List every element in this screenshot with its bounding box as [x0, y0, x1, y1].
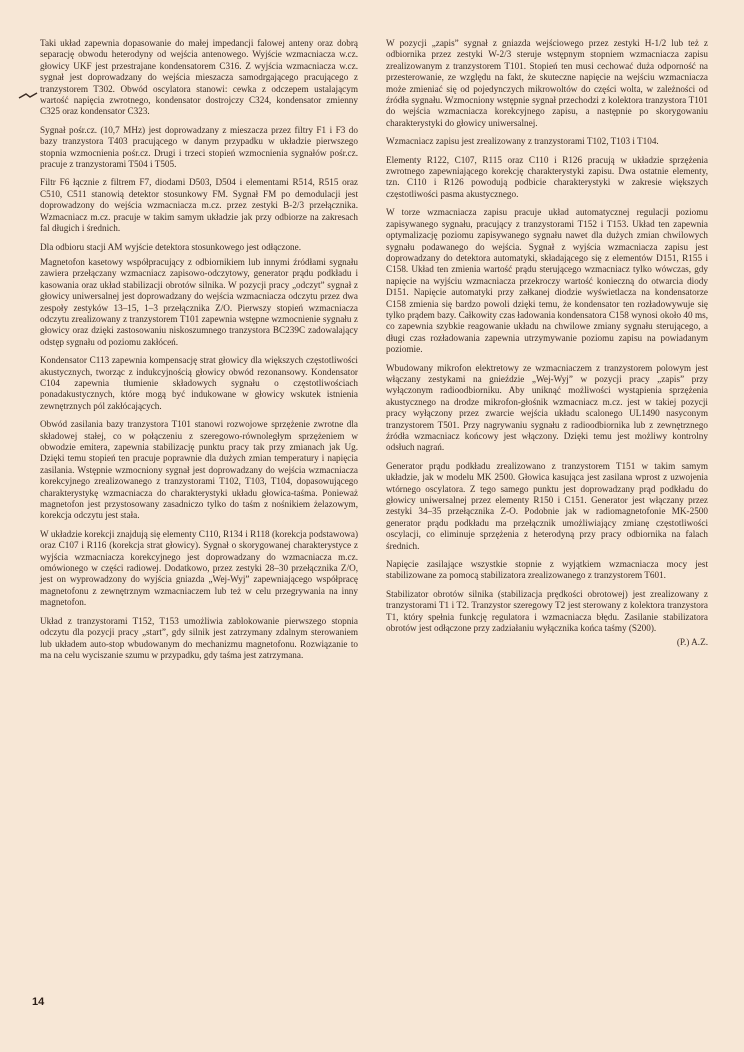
paragraph: Kondensator C113 zapewnia kompensację strat głowicy dla większych częstotliwości akustycznych, tworząc z indukcyjnością głowicy obwód rezonansowy. Kondensator C104 zapewnia tłumienie składowych sygnału o częstotliwościach ponadakustycznych, które mogą być indukowane w głowicy wskutek istnienia zewnętrznych pól zakłócających. — [40, 355, 358, 411]
paragraph: Sygnał pośr.cz. (10,7 MHz) jest doprowadzany z mieszacza przez filtry F1 i F3 do bazy tranzystora T403 pracującego w danym przypadku w układzie pierwszego stopnia wzmocnienia pośr.cz. Drugi i trzeci stopień wzmocnienia sygnałów pośr.cz. pracuje z tranzystorami T504 i T505. — [40, 124, 358, 170]
paragraph: W pozycji „zapis” sygnał z gniazda wejściowego przez zestyki H-1/2 lub też z odbiornika przez zestyki W-2/3 steruje wstępnym stopniem wzmacniacza zapisu zrealizowanym z tranzystorem T101. Stopień ten musi cechować duża odporność na przesterowanie, ze względu na fakt, że skuteczne napięcie na wejściu wzmacniacza może zmieniać się od pojedynczych mikrowoltów do części wolta, w zależności od źródła sygnału. Wzmocniony wstępnie sygnał przechodzi z kolektora tranzystora T101 do wejścia wzmacniacza korekcyjnego zapisu, a następnie po skorygowaniu charakterystyki do głowicy uniwersalnej. — [386, 38, 708, 128]
paragraph: Magnetofon kasetowy współpracujący z odbiornikiem lub innymi źródłami sygnału zawiera przełączany wzmacniacz zapisowo-odczytowy, generator prądu podkładu i kasowania oraz układ stabilizacji obrotów silnika. W pozycji pracy „odczyt” sygnał z głowicy uniwersalnej jest doprowadzany do wejścia wzmacniacza odczytu przez dwa zespoły zestyków 13–15, 1–3 przełącznika Z/O. Pierwszy stopień wzmacniacza odczytu zrealizowany z tranzystorem T101 zapewnia wstępne wzmocnienie sygnału z głowicy oraz dzięki zastosowaniu niskoszumnego tranzystora BC239C zadowalający odstęp sygnału od poziomu zakłóceń. — [40, 256, 358, 347]
paragraph: Stabilizator obrotów silnika (stabilizacja prędkości obrotowej) jest zrealizowany z tranzystorami T1 i T2. Tranzystor szeregowy T2 jest sterowany z kolektora tranzystora T1, który spełnia funkcję regulatora i wzmacniacza błędu. Zasilanie stabilizatora obrotów jest odłączone przy zadziałaniu wyłącznika końca taśmy (S200). — [386, 588, 708, 634]
paragraph: Taki układ zapewnia dopasowanie do małej impedancji falowej anteny oraz dobrą separację obwodu heterodyny od wejścia antenowego. Wyjście wzmacniacza w.cz. głowicy UKF jest przestrajane kondensatorem C316. Z wyjścia wzmacniacza w.cz. sygnał jest doprowadzany do wejścia mieszacza samodrgającego pracującego z tranzystorem T302. Obwód oscylatora stanowi: cewka z odczepem ustalającym wartość napięcia zwrotnego, kondensator dostrojczy C324, kondensator zmienny C325 oraz kondensator C323. — [40, 38, 358, 117]
paragraph: W układzie korekcji znajdują się elementy C110, R134 i R118 (korekcja podstawowa) oraz C107 i R116 (korekcja strat głowicy). Sygnał o skorygowanej charakterystyce z wyjścia wzmacniacza korekcyjnego jest doprowadzany do wzmacniacza m.cz. omówionego w części radiowej. Dodatkowo, przez zestyki 28–30 przełącznika Z/O, jest on wyprowadzony do wyjścia gniazda „Wej-Wyj” zapewniającego współpracę magnetofonu z zewnętrznym wzmacniaczem lub też w celu przegrywania na inny magnetofon. — [40, 528, 358, 608]
paragraph: Napięcie zasilające wszystkie stopnie z wyjątkiem wzmacniacza mocy jest stabilizowane za pomocą stabilizatora zrealizowanego z tranzystorem T601. — [386, 559, 708, 581]
page-number: 14 — [32, 996, 45, 1008]
paragraph: Układ z tranzystorami T152, T153 umożliwia zablokowanie pierwszego stopnia odczytu dla pozycji pracy „start”, gdy silnik jest zatrzymany zdalnym sterowaniem lub układem auto-stop wbudowanym do mechanizmu magnetofonu. Rozwiązanie to ma na celu wyciszanie szumu w przypadku, gdy taśma jest zatrzymana. — [40, 615, 358, 660]
paragraph: Obwód zasilania bazy tranzystora T101 stanowi rozwojowe sprzężenie zwrotne dla składowej stałej, co w połączeniu z szeregowo-równoległym sprzężeniem w obwodzie emitera, zapewnia stabilizację punktu pracy tak przy zmianach jak Ug. Dzięki temu stopień ten pracuje poprawnie dla dużych zmian temperatury i napięcia zasilania. Wstępnie wzmocniony sygnał jest doprowadzany do wejścia wzmacniacza korekcyjnego zrealizowanego z tranzystorami T102, T103, T104, dopasowującego charakterystykę wzmacniacza do charakterystyki układu głowica-taśma. Ponieważ magnetofon jest przystosowany zasadniczo tylko do taśm z nośnikiem żelazowym, korekcja odczytu jest stała. — [40, 419, 358, 521]
paragraph: Filtr F6 łącznie z filtrem F7, diodami D503, D504 i elementami R514, R515 oraz C510, C511 stanowią detektor stosunkowy FM. Sygnał FM po demodulacji jest doprowadzony do wejścia wzmacniacza m.cz. przez zestyki B-2/3 przełącznika. Wzmacniacz m.cz. pracuje w takim samym układzie jak przy odbiorze na zakresach fal długich i średnich. — [40, 177, 358, 234]
paragraph: Wzmacniacz zapisu jest zrealizowany z tranzystorami T102, T103 i T104. — [386, 136, 659, 147]
right-column — [386, 38, 708, 648]
paragraph: Elementy R122, C107, R115 oraz C110 i R126 pracują w układzie sprzężenia zwrotnego zapewniającego korekcję charakterystyki zapisu. Dwa ostatnie elementy, tzn. C110 i R126 powodują podbicie charakterystyki w zakresie większych częstotliwości pasma akustycznego. — [386, 154, 708, 199]
pen-mark-icon — [18, 92, 38, 100]
paragraph: Dla odbioru stacji AM wyjście detektora stosunkowego jest odłączone. — [40, 241, 302, 252]
paragraph: Wbudowany mikrofon elektretowy ze wzmacniaczem z tranzystorem polowym jest włączany zestykami na gnieździe „Wej-Wyj” w pozycji pracy „zapis” przy wyłączonym radioodbiorniku. Aby uniknąć możliwości wystąpienia sprzężenia akustycznego na drodze mikrofon-głośnik wzmacniacz m.cz. jest w takiej pozycji pracy wyłączony przez zwarcie wejścia układu scalonego UL1490 nasyconym tranzystorem T501. Przy nagrywaniu sygnału z radioodbiornika lub z zewnętrznego źródła wzmacniacz końcowy jest włączony. Dzięki temu jest możliwy kontrolny odsłuch nagrań. — [386, 362, 708, 453]
author-signature: (P.) A.Z. — [676, 636, 708, 647]
paragraph: W torze wzmacniacza zapisu pracuje układ automatycznej regulacji poziomu zapisywanego sygnału, pracujący z tranzystorami T152 i T153. Układ ten zapewnia optymalizację poziomu zapisywanego sygnału nawet dla dużych zmian chwilowych sygnału podawanego do wejścia. Sygnał z wyjścia wzmacniacza zapisu jest doprowadzany do detektora automatyki, składającego się z elementów D151, R155 i C158. Układ ten zmienia wartość prądu sterującego wzmacniacz tylko wówczas, gdy napięcie na wyjściu wzmacniacza przekroczy wartość konieczną do otwarcia diody D151. Napięcie automatyki przy załkanej diodzie wyświetlacza na kondensatorze C158 zmienia się bardzo powoli dzięki temu, że kondensator ten rozładowywuje się tylko prądem bazy. Całkowity czas ładowania kondensatora C158 wynosi około 40 ms, co zapewnia szybkie reagowanie układu na chwilowe zmiany sygnału sterującego, a długi czas rozładowania zapewnia utrzymywanie poziomu zapisu na powiadanym poziomie. — [386, 207, 708, 355]
paragraph: Generator prądu podkładu zrealizowano z tranzystorem T151 w takim samym układzie, jak w modelu MK 2500. Głowica kasująca jest zasilana wprost z uzwojenia wtórnego oscylatora. Z tego samego punktu jest doprowadzany prąd podkładu do głowicy uniwersalnej przez elementy R150 i C151. Generator jest włączany przez zestyki 34–35 przełącznika Z-O. Podobnie jak w radiomagnetofonie MK-2500 generator prądu podkładu ma przełącznik umożliwiający zmianę częstotliwości oscylacji, co eliminuje sprzężenia z heterodyną przy pracy odbiornika na falach średnich. — [386, 460, 708, 551]
left-column — [40, 38, 358, 668]
